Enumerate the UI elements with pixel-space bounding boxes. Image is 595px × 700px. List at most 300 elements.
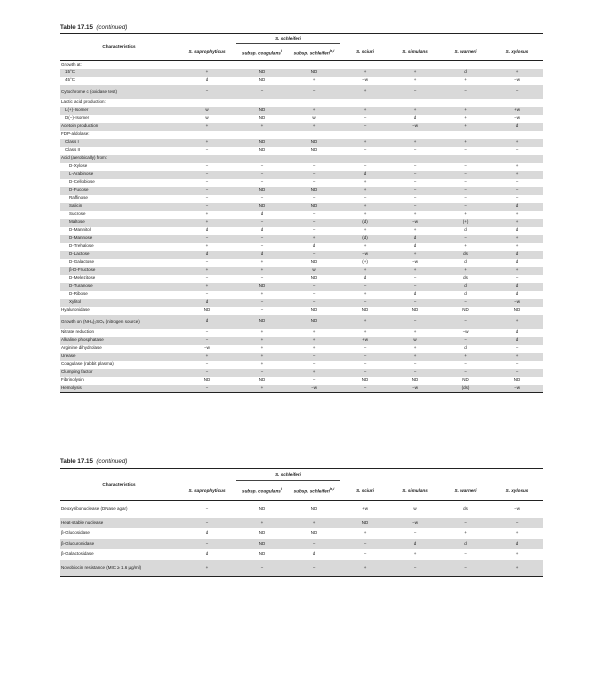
table-cell: ND	[236, 69, 288, 77]
column-header: S. simulans	[402, 49, 428, 55]
table-cell: ND	[310, 259, 318, 265]
table-cell: ND	[340, 518, 390, 529]
species-characteristics-table	[60, 33, 543, 393]
table-cell: −w	[514, 506, 520, 511]
table-cell: −w	[514, 77, 520, 83]
row-label: β-D-Fructose	[60, 267, 178, 275]
table-cell: ND	[310, 530, 318, 535]
table-row	[60, 539, 543, 550]
row-label: Nitrate reduction	[61, 329, 95, 335]
table-row	[60, 85, 543, 99]
table-cell: +	[413, 345, 417, 351]
row-label: L-Arabinose	[60, 171, 178, 179]
table-cell: +	[178, 267, 236, 275]
table-cell: ND	[411, 377, 419, 383]
column-header: subsp. coagulans$^i$	[242, 487, 282, 494]
table-cell: −w	[204, 345, 210, 351]
table-cell	[340, 99, 390, 107]
table-row	[60, 155, 543, 163]
group-header-s-schleiferi: S. schleiferi	[236, 469, 340, 481]
table-cell: ND	[236, 139, 288, 147]
table-cell: d	[340, 171, 390, 179]
table-cell: −	[515, 361, 519, 367]
row-label: FDP-aldolase:	[61, 131, 90, 137]
table-cell: −	[205, 259, 209, 265]
table-cell	[390, 155, 440, 163]
table-cell: −	[312, 377, 316, 383]
table-cell: w	[312, 115, 316, 121]
table-row	[60, 353, 543, 361]
table-cell: (d)	[340, 219, 390, 227]
table-cell: −	[312, 227, 316, 233]
table-cell: d	[464, 291, 467, 297]
table-cell: −	[340, 353, 390, 361]
table-cell: +	[178, 139, 236, 147]
row-label: D-Mannose	[60, 235, 178, 243]
table-cell: +	[515, 211, 519, 217]
table-cell: ds	[463, 275, 468, 281]
table-cell: +	[288, 123, 340, 131]
table-cell: +	[363, 329, 367, 335]
table-row	[60, 560, 543, 577]
table-row	[60, 329, 543, 337]
row-label: Sucrose	[69, 211, 86, 217]
table-cell: −	[413, 163, 417, 169]
table-cell	[288, 155, 340, 163]
table-row	[60, 115, 543, 123]
table-row	[60, 131, 543, 139]
table-cell: +	[440, 123, 491, 131]
table-cell	[236, 131, 288, 139]
column-header: S. xylosus	[505, 487, 529, 493]
table-cell: −	[363, 115, 367, 121]
table-cell: ND	[258, 77, 266, 83]
row-label: Salicin	[60, 203, 178, 211]
table-cell: −	[464, 147, 467, 153]
table-cell: −	[312, 179, 316, 185]
table-cell: −	[390, 187, 440, 195]
table-cell: +	[340, 203, 390, 211]
species-characteristics-table-continued	[60, 468, 543, 577]
table-cell: +	[340, 267, 390, 275]
table-cell: +	[288, 337, 340, 345]
table-cell: −w	[340, 251, 390, 259]
table-cell: d	[363, 275, 367, 281]
table-row	[60, 179, 543, 187]
table-cell: ND	[258, 147, 266, 153]
row-label: Acid (aerobically) from:	[60, 155, 178, 163]
row-label: β-Galactosidase	[61, 551, 94, 556]
table-cell: −	[515, 179, 519, 185]
table-cell: +	[440, 353, 491, 361]
table-cell: +	[178, 69, 236, 77]
table-row	[60, 518, 543, 529]
table-cell: −	[236, 560, 288, 577]
table-cell: −	[340, 283, 390, 291]
table-cell: +	[491, 560, 543, 577]
table-row	[60, 283, 543, 291]
table-caption	[60, 24, 127, 31]
table-cell: −	[440, 369, 491, 377]
table-cell: +	[515, 243, 519, 249]
table-cell: d	[440, 539, 491, 550]
table-cell: +	[464, 243, 467, 249]
table-cell: −	[515, 195, 519, 201]
table-cell: +	[236, 267, 288, 275]
row-label: Arginine dihydrolase	[61, 345, 102, 351]
table-cell	[440, 61, 491, 69]
table-cell: −	[260, 179, 264, 185]
table-cell: ND	[258, 530, 266, 535]
table-cell: −	[413, 530, 417, 535]
table-cell: +	[363, 179, 367, 185]
table-cell: −	[340, 539, 390, 550]
table-cell: −	[413, 179, 417, 185]
table-cell: d	[440, 283, 491, 291]
table-cell: −	[340, 385, 390, 393]
table-cell	[178, 99, 236, 107]
table-row	[60, 299, 543, 307]
table-cell: −w	[362, 77, 368, 83]
table-cell: +	[464, 115, 467, 121]
table-row	[60, 501, 543, 518]
column-header: S. saprophyticus	[188, 49, 226, 55]
table-cell: +	[413, 77, 417, 83]
row-label: D-Melezitose	[69, 275, 96, 281]
row-label: Xylitol	[60, 299, 178, 307]
table-row	[60, 275, 543, 283]
table-caption-label: Table 17.15	[60, 24, 93, 31]
table-caption-note: (continued)	[96, 24, 128, 31]
characteristics-header: Characteristics	[60, 469, 178, 501]
row-label: Alkaline phosphatase	[60, 337, 178, 345]
table-cell: +w	[491, 107, 543, 115]
table-cell: −	[178, 85, 236, 99]
table-row	[60, 259, 543, 267]
table-cell: −	[515, 275, 519, 281]
table-cell: −	[205, 361, 209, 367]
table-cell: d	[491, 123, 543, 131]
column-header: S. simulans	[402, 487, 428, 493]
table-cell: +	[312, 77, 316, 83]
table-cell: −	[440, 518, 491, 529]
table-cell: ND	[203, 307, 211, 313]
table-row	[60, 528, 543, 539]
table-cell: +	[515, 551, 519, 556]
table-cell: −	[236, 235, 288, 243]
table-cell: d	[312, 551, 316, 556]
table-cell: +	[340, 187, 390, 195]
row-label: Coagulase (rabbit plasma)	[61, 361, 114, 367]
table-cell: +	[178, 123, 236, 131]
table-cell: ND	[258, 115, 266, 121]
table-cell: −	[464, 163, 467, 169]
table-cell: d	[205, 77, 209, 83]
row-label: Cytochrome c (oxidase test)	[60, 85, 178, 99]
table-cell: ND	[513, 307, 521, 313]
table-row	[60, 361, 543, 369]
table-cell: −	[491, 187, 543, 195]
table-cell: −	[205, 329, 209, 335]
table-cell: −	[440, 203, 491, 211]
table-cell: +	[491, 353, 543, 361]
table-cell	[440, 131, 491, 139]
table-cell: −	[464, 361, 467, 367]
table-row	[60, 337, 543, 345]
table-cell: −	[288, 299, 340, 307]
table-cell: d	[491, 283, 543, 291]
table-row	[60, 77, 543, 85]
table-cell: −w	[390, 219, 440, 227]
table-cell: ND	[236, 539, 288, 550]
table-cell: −w	[390, 385, 440, 393]
table-cell: −	[205, 163, 209, 169]
table-cell: ds	[463, 506, 468, 511]
table-cell: d	[464, 345, 467, 351]
table-cell: +	[205, 243, 209, 249]
table-cell	[236, 99, 288, 107]
row-label: Growth on (NH₄)₂SO₄ (nitrogen source)	[60, 315, 178, 329]
table-cell: −	[205, 179, 209, 185]
table-cell: ND	[258, 377, 266, 383]
table-cell: (+)	[362, 259, 368, 265]
table-cell: +	[363, 227, 367, 233]
table-cell: ND	[288, 315, 340, 329]
table-cell: ND	[310, 275, 318, 281]
table-cell: d	[178, 315, 236, 329]
table-cell: +	[260, 329, 264, 335]
table-cell: ND	[310, 307, 318, 313]
table-cell: −	[260, 243, 264, 249]
row-label: Novobiocin resistance (MIC ≥ 1.6 µg/ml)	[60, 560, 178, 577]
column-header: S. warneri	[454, 487, 477, 493]
table-cell: −	[178, 385, 236, 393]
row-label: D-Xylose	[69, 163, 88, 169]
table-row	[60, 195, 543, 203]
table-cell: +	[236, 353, 288, 361]
table-cell: d	[205, 227, 209, 233]
table-cell: −w	[390, 123, 440, 131]
table-cell: ND	[236, 315, 288, 329]
column-header: S. warneri	[454, 49, 477, 55]
table-cell: −	[205, 147, 209, 153]
table-cell: −	[178, 518, 236, 529]
table-caption-note: (continued)	[96, 458, 128, 465]
table-row	[60, 267, 543, 275]
table-cell: −	[515, 345, 519, 351]
table-cell: −	[413, 147, 417, 153]
table-cell: −	[340, 123, 390, 131]
table-body	[60, 501, 543, 577]
table-row	[60, 307, 543, 315]
table-cell: −	[413, 195, 417, 201]
column-header: subsp. coagulans$^i$	[242, 48, 282, 56]
table-cell: −	[440, 235, 491, 243]
table-cell: d	[390, 235, 440, 243]
table-cell: −	[440, 299, 491, 307]
row-label: Class I	[60, 139, 178, 147]
table-cell: −	[491, 85, 543, 99]
table-cell: +	[491, 235, 543, 243]
table-row	[60, 147, 543, 155]
table-cell	[390, 131, 440, 139]
table-cell	[178, 61, 236, 69]
column-header: subsp. schleiferi$^{h,i}$	[293, 487, 335, 494]
table-cell: +	[340, 315, 390, 329]
table-cell: +	[340, 139, 390, 147]
table-body	[60, 61, 543, 393]
table-cell: +	[340, 69, 390, 77]
table-cell: −	[178, 369, 236, 377]
row-label: D-Trehalose	[69, 243, 94, 249]
table-cell: −	[288, 85, 340, 99]
table-cell: +	[312, 329, 316, 335]
table-cell: +	[390, 353, 440, 361]
table-cell: −	[491, 518, 543, 529]
table-cell: +	[178, 219, 236, 227]
table-cell: +	[260, 361, 264, 367]
table-cell: +	[491, 69, 543, 77]
table-cell: −	[236, 299, 288, 307]
table-cell: +	[178, 283, 236, 291]
table-cell: −	[390, 203, 440, 211]
row-label: Urease	[60, 353, 178, 361]
column-header: S. sciuri	[356, 487, 374, 493]
table-row	[60, 187, 543, 195]
table-cell: +	[491, 267, 543, 275]
table-cell	[440, 99, 491, 107]
table-cell: +	[491, 315, 543, 329]
table-cell: −	[390, 85, 440, 99]
row-label: Growth at:	[61, 61, 82, 67]
table-cell: d	[464, 227, 467, 233]
table-cell: +	[236, 123, 288, 131]
table-cell: (d)	[340, 235, 390, 243]
table-cell: +	[340, 107, 390, 115]
table-cell: +w	[340, 337, 390, 345]
table-cell: −	[288, 560, 340, 577]
row-label: D-Cellobiose	[69, 179, 95, 185]
table-cell: d	[178, 251, 236, 259]
table-cell: −	[363, 345, 367, 351]
table-cell: −	[464, 195, 467, 201]
table-cell: d	[515, 291, 519, 297]
table-cell: −	[178, 203, 236, 211]
table-cell: −	[288, 251, 340, 259]
table-cell	[340, 131, 390, 139]
row-label: D-Mannitol	[69, 227, 91, 233]
table-cell: d	[491, 251, 543, 259]
table-cell: ND	[288, 69, 340, 77]
table-cell: −	[178, 539, 236, 550]
table-cell: +	[515, 530, 519, 535]
table-cell: +	[390, 139, 440, 147]
table-cell: −	[312, 291, 316, 297]
table-cell: −	[363, 163, 367, 169]
table-cell: d	[236, 251, 288, 259]
table-cell: −	[205, 291, 209, 297]
table-cell: +	[205, 211, 209, 217]
table-cell: +	[288, 518, 340, 529]
table-cell: −	[260, 307, 264, 313]
table-cell: ND	[462, 377, 469, 383]
table-row	[60, 203, 543, 211]
table-row	[60, 291, 543, 299]
table-cell: +	[440, 107, 491, 115]
table-cell: −	[340, 369, 390, 377]
table-cell: ND	[288, 139, 340, 147]
table-cell: d	[413, 115, 417, 121]
table-cell: d	[205, 551, 209, 556]
table-cell: d	[260, 211, 264, 217]
row-label: β-Glucuronidase	[60, 539, 178, 550]
table-cell: +	[413, 227, 417, 233]
table-cell: +	[464, 211, 467, 217]
table-cell: +	[288, 107, 340, 115]
row-label: 45°C	[65, 77, 76, 83]
table-cell: −	[236, 85, 288, 99]
table-row	[60, 171, 543, 179]
table-cell: +	[413, 551, 417, 556]
table-cell: −	[390, 369, 440, 377]
table-row	[60, 345, 543, 353]
table-cell: ND	[310, 147, 318, 153]
table-cell: −	[236, 369, 288, 377]
row-label: D-Turanose	[60, 283, 178, 291]
table-cell: d	[464, 259, 467, 265]
table-cell	[491, 155, 543, 163]
table-cell: −	[205, 275, 209, 281]
table-cell: −	[236, 171, 288, 179]
table-row	[60, 219, 543, 227]
table-row	[60, 251, 543, 259]
table-cell: −	[413, 275, 417, 281]
table-cell	[491, 131, 543, 139]
table-cell: −	[260, 275, 264, 281]
table-cell	[288, 99, 340, 107]
table-cell: −	[312, 163, 316, 169]
table-cell: d	[491, 539, 543, 550]
table-cell: −	[440, 337, 491, 345]
row-label: D-Lactose	[60, 251, 178, 259]
row-label: L(+)-Isomer	[60, 107, 178, 115]
table-cell: −	[440, 187, 491, 195]
table-caption-label: Table 17.15	[60, 458, 93, 465]
row-label: Hyaluronidase	[61, 307, 90, 313]
characteristics-header: Characteristics	[60, 34, 178, 61]
table-cell: −	[312, 195, 316, 201]
table-cell: −	[390, 299, 440, 307]
table-cell: −	[363, 361, 367, 367]
table-row	[60, 377, 543, 385]
table-cell: w	[288, 267, 340, 275]
table-cell: −	[363, 551, 367, 556]
table-cell: +	[440, 139, 491, 147]
table-cell: +	[236, 385, 288, 393]
table-cell: +	[260, 259, 264, 265]
table-cell: −w	[462, 329, 469, 335]
column-header: S. sciuri	[356, 49, 374, 55]
table-cell: ND	[310, 506, 318, 511]
table-cell: −	[260, 163, 264, 169]
row-label: Heat-stable nuclease	[60, 518, 178, 529]
table-cell: −	[288, 353, 340, 361]
table-cell: w	[205, 115, 209, 121]
table-cell: d	[515, 259, 519, 265]
table-cell: −	[390, 315, 440, 329]
table-row	[60, 235, 543, 243]
table-cell: −	[178, 187, 236, 195]
